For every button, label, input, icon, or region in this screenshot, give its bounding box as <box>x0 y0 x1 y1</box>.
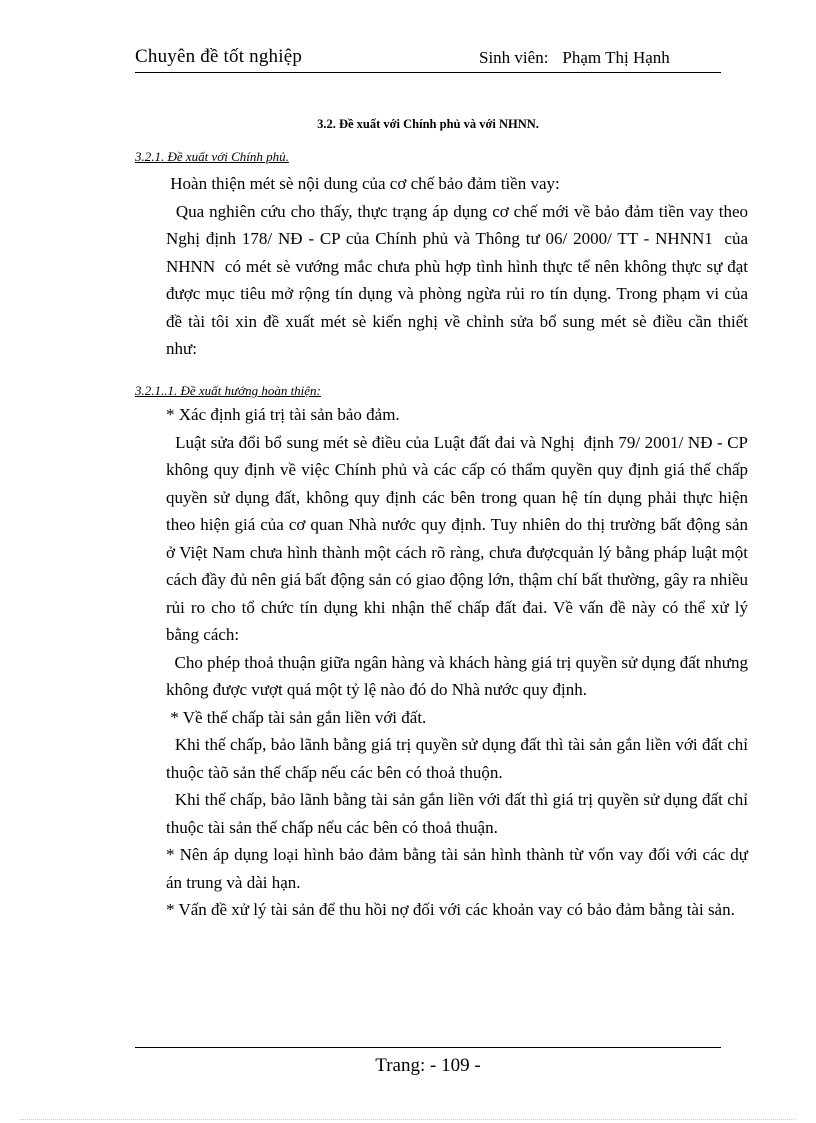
paragraph: * Vấn đề xử lý tài sản để thu hồi nợ đối với các khoản vay có bảo đảm bằng tài sản. <box>166 900 735 919</box>
subsection-body-2 <box>166 401 753 924</box>
paragraph: Hoàn thiện mét sè nội dung của cơ chế bảo đảm tiền vay: <box>166 174 560 193</box>
page-edge <box>20 1119 796 1120</box>
subsection-heading-1: 3.2.1. Đề xuất với Chính phủ. <box>135 149 289 164</box>
student-label: Sinh viên: <box>479 48 549 67</box>
paragraph: Luật sửa đổi bổ sung mét sè điều của Luật đất đai và Nghị định 79/ 2001/ NĐ - CP không quy định về việc Chính phủ và các cấp có thẩm quyền quy định giá thế chấp quyền sử dụng đất, không quy định các bên trong quan hệ tín dụng phải thực hiện theo hiện giá của cơ quan Nhà nước quy định. Tuy nhiên do thị trường bất động sản ở Việt Nam chưa hình thành một cách rõ ràng, chưa đượcquản lý bằng pháp luật một cách đầy đủ nên giá bất động sản có giao động lớn, thậm chí bất thường, gây ra nhiều rủi ro cho tổ chức tín dụng khi nhận thế chấp đất đai. Về vấn đề này có thể xử lý bằng cách: <box>166 432 753 644</box>
paragraph: Khi thế chấp, bảo lãnh bằng giá trị quyền sử dụng đất thì tài sản gắn liền với đất chỉ thuộc tàõ sản thế chấp nếu các bên có thoả thuộn. <box>166 735 753 782</box>
paragraph: Qua nghiên cứu cho thấy, thực trạng áp dụng cơ chế mới về bảo đảm tiền vay theo Nghị định 178/ NĐ - CP của Chính phủ và Thông tư 06/ 2000/ TT - NHNN1 của NHNN có mét sè vướng mắc chưa phù hợp tình hình thực tế nên không thực sự đạt được mục tiêu mở rộng tín dụng và phòng ngừa rủi ro tín dụng. Trong phạm vi của đề tài tôi xin đề xuất mét sè kiến nghị về chỉnh sửa bổ sung mét sè điều cần thiết như: <box>166 201 753 358</box>
paragraph: Cho phép thoả thuận giữa ngân hàng và khách hàng giá trị quyền sử dụng đất nhưng không được vượt quá một tỷ lệ nào đó do Nhà nước quy định. <box>166 652 753 699</box>
document-title: Chuyên đề tốt nghiệp <box>135 46 303 67</box>
footer-divider <box>135 1047 721 1048</box>
subsection-heading-2: 3.2.1..1. Đề xuất hướng hoàn thiện: <box>135 383 321 398</box>
paragraph: * Về thế chấp tài sản gắn liền với đất. <box>166 707 427 727</box>
subsection-body-1 <box>166 170 753 363</box>
page-number: Trang: - 109 - <box>375 1055 481 1076</box>
paragraph: * Nên áp dụng loại hình bảo đảm bằng tài sản hình thành từ vốn vay đối với các dự án trung và dài hạn. <box>166 845 753 892</box>
student-name: Phạm Thị Hạnh <box>562 48 670 67</box>
section-title: 3.2. Đề xuất với Chính phủ và với NHNN. <box>317 117 539 131</box>
paragraph: Khi thế chấp, bảo lãnh bằng tài sản gắn liền với đất thì giá trị quyền sử dụng đất chỉ thuộc tài sản thế chấp nếu các bên có thoả thuận. <box>166 790 753 837</box>
page-header <box>135 46 721 73</box>
paragraph: * Xác định giá trị tài sản bảo đảm. <box>166 405 400 424</box>
student-info <box>479 48 670 68</box>
